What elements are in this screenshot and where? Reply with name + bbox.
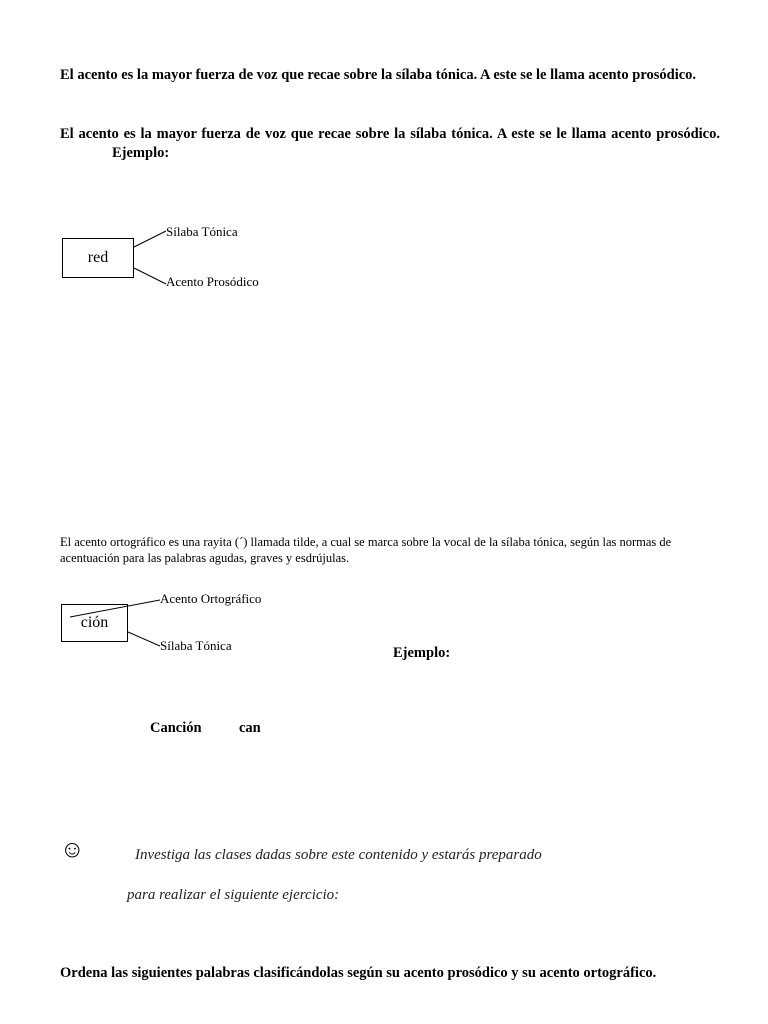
label-silaba-tonica-2: Sílaba Tónica bbox=[160, 638, 232, 653]
definition-text: El acento es la mayor fuerza de voz que recae sobre la sílaba tónica. A este se le llama acento prosódico. bbox=[60, 126, 720, 142]
example-label: Ejemplo: bbox=[112, 145, 170, 161]
example-label-2: Ejemplo: bbox=[393, 645, 451, 661]
connector-line bbox=[134, 231, 166, 247]
smiley-icon: ☺ bbox=[60, 837, 85, 863]
definition-paragraph-1: El acento es la mayor fuerza de voz que recae sobre la sílaba tónica. A este se le llama acento prosódico. bbox=[60, 67, 697, 83]
connector-line bbox=[134, 268, 166, 284]
definition-paragraph-3: El acento ortográfico es una rayita (´) llamada tilde, a cual se marca sobre la vocal de la sílaba tónica, según las normas de acentuación para las palabras agudas, graves y esdrújulas. bbox=[60, 535, 672, 565]
word-box-red: red bbox=[62, 238, 134, 278]
instruction-line-1: Investiga las clases dadas sobre este contenido y estarás preparado bbox=[135, 847, 542, 863]
exercise-paragraph: Ordena las siguientes palabras clasificándolas según su acento prosódico y su acento ortográfico. bbox=[60, 965, 657, 981]
word-box-cion: ción bbox=[61, 604, 128, 642]
word-can: can bbox=[239, 720, 261, 736]
word-cancion: Canción bbox=[150, 720, 202, 736]
label-acento-prosodico: Acento Prosódico bbox=[166, 274, 259, 289]
label-acento-ortografico: Acento Ortográfico bbox=[160, 591, 262, 606]
connector-line bbox=[128, 632, 160, 646]
instruction-line-2: para realizar el siguiente ejercicio: bbox=[127, 887, 340, 903]
label-silaba-tonica: Sílaba Tónica bbox=[166, 224, 238, 239]
